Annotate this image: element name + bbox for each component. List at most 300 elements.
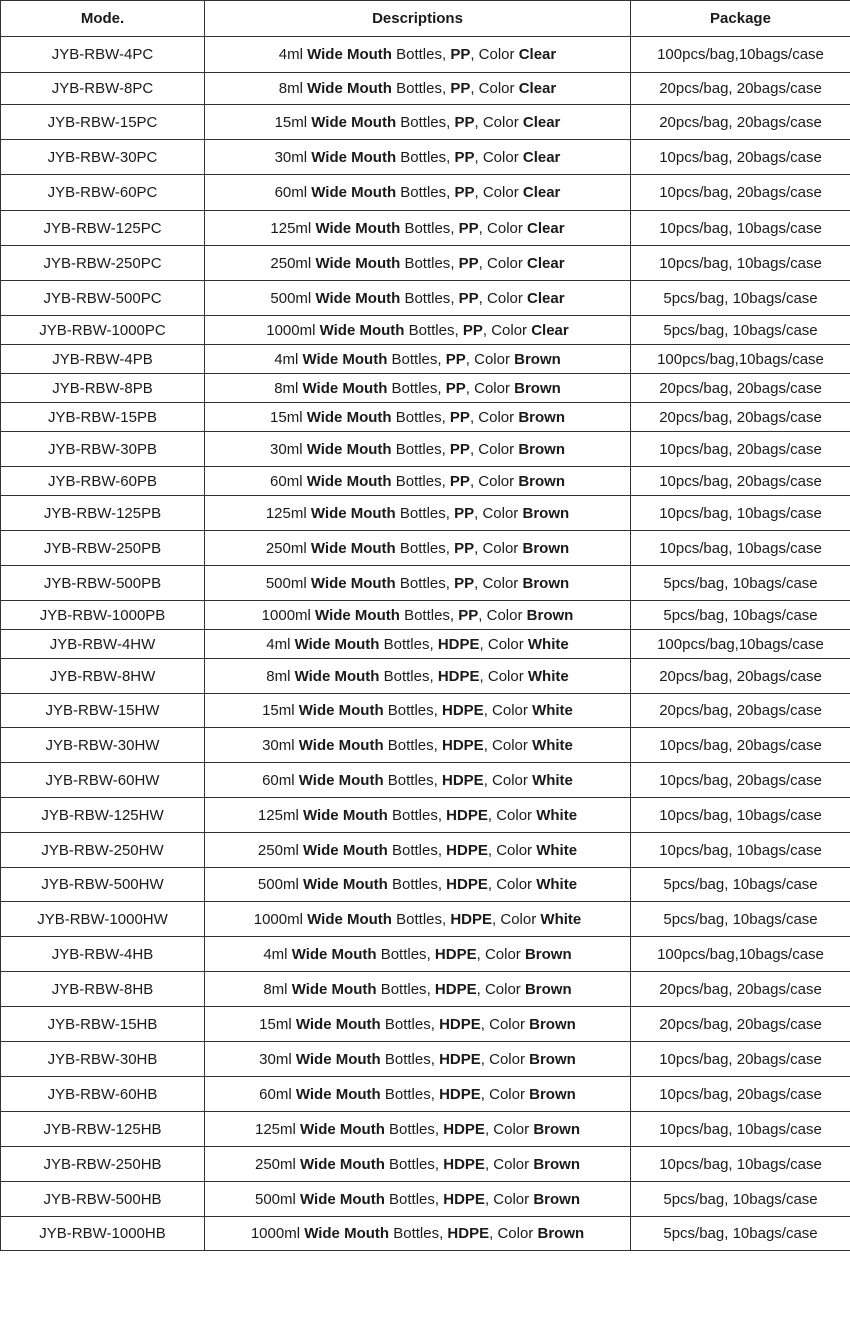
- cell-model: JYB-RBW-15HB: [1, 1007, 205, 1042]
- desc-mouth: Wide Mouth: [311, 184, 397, 201]
- cell-description: 1000ml Wide Mouth Bottles, PP, Color Brown: [205, 601, 631, 630]
- desc-bottles: Bottles: [387, 702, 434, 719]
- cell-model: JYB-RBW-15PC: [1, 105, 205, 140]
- desc-size: 250ml: [257, 841, 299, 859]
- desc-color: White: [527, 635, 569, 653]
- table-row: [1, 246, 850, 281]
- header-package: Package: [631, 1, 850, 37]
- cell-description: 30ml Wide Mouth Bottles, PP, Color Brown: [205, 432, 631, 467]
- table-row: [1, 73, 850, 105]
- desc-size: 60ml: [270, 472, 303, 490]
- desc-material: HDPE: [442, 702, 484, 719]
- desc-bottles: Bottles: [395, 440, 442, 458]
- desc-mouth: Wide Mouth: [307, 46, 392, 63]
- desc-material: PP: [458, 254, 479, 272]
- table-row: [1, 316, 850, 345]
- desc-material: PP: [462, 321, 483, 339]
- desc-material: PP: [449, 440, 470, 458]
- desc-size: 500ml: [270, 289, 312, 307]
- cell-package: 5pcs/bag, 10bags/case: [631, 1217, 850, 1251]
- desc-mouth: Wide Mouth: [319, 321, 405, 339]
- desc-color-label: Color: [482, 539, 519, 557]
- cell-description: 1000ml Wide Mouth Bottles, HDPE, Color Brown: [205, 1217, 631, 1251]
- desc-bottles: Bottles: [393, 1225, 440, 1242]
- desc-size: 125ml: [270, 219, 312, 237]
- desc-material: HDPE: [439, 1015, 481, 1033]
- desc-size: 60ml: [274, 184, 308, 201]
- cell-model: JYB-RBW-8PB: [1, 374, 205, 403]
- desc-color-label: Color: [484, 945, 521, 963]
- desc-size: 4ml: [263, 945, 288, 963]
- desc-color: Clear: [522, 113, 561, 131]
- desc-color-label: Color: [482, 148, 519, 166]
- cell-description: 4ml Wide Mouth Bottles, HDPE, Color White: [205, 630, 631, 659]
- desc-size: 15ml: [270, 408, 303, 426]
- desc-color: White: [536, 841, 578, 859]
- cell-model: JYB-RBW-1000HB: [1, 1217, 205, 1251]
- header-model: Mode.: [1, 1, 205, 37]
- table-row: [1, 1217, 850, 1251]
- desc-material: PP: [454, 113, 475, 131]
- desc-color: Brown: [522, 539, 570, 557]
- desc-color: Clear: [531, 321, 569, 339]
- desc-color: Brown: [518, 440, 565, 458]
- desc-material: HDPE: [439, 1085, 481, 1103]
- desc-bottles: Bottles: [399, 504, 446, 522]
- desc-size: 500ml: [257, 876, 299, 893]
- table-row: [1, 798, 850, 833]
- desc-mouth: Wide Mouth: [291, 980, 377, 998]
- cell-package: 5pcs/bag, 10bags/case: [631, 316, 850, 345]
- desc-color-label: Color: [491, 321, 528, 339]
- desc-material: HDPE: [434, 980, 477, 998]
- desc-material: HDPE: [442, 771, 484, 789]
- table-row: [1, 972, 850, 1007]
- cell-description: 500ml Wide Mouth Bottles, HDPE, Color Brown: [205, 1182, 631, 1217]
- desc-bottles: Bottles: [396, 46, 442, 63]
- cell-package: 20pcs/bag, 20bags/case: [631, 1007, 850, 1042]
- cell-package: 20pcs/bag, 20bags/case: [631, 694, 850, 728]
- desc-size: 125ml: [255, 1120, 296, 1138]
- cell-description: 4ml Wide Mouth Bottles, PP, Color Brown: [205, 345, 631, 374]
- cell-model: JYB-RBW-4HW: [1, 630, 205, 659]
- desc-mouth: Wide Mouth: [311, 113, 397, 131]
- desc-color-label: Color: [478, 472, 515, 490]
- desc-color-label: Color: [492, 736, 528, 754]
- cell-description: 8ml Wide Mouth Bottles, PP, Color Clear: [205, 73, 631, 105]
- cell-package: 100pcs/bag,10bags/case: [631, 630, 850, 659]
- desc-material: HDPE: [442, 736, 484, 754]
- table-row: [1, 868, 850, 902]
- table-row: [1, 403, 850, 432]
- desc-color: Clear: [527, 289, 565, 307]
- desc-material: PP: [445, 379, 466, 397]
- desc-color: Brown: [518, 472, 565, 490]
- desc-bottles: Bottles: [383, 635, 430, 653]
- desc-color: Clear: [518, 80, 557, 97]
- desc-color-label: Color: [484, 980, 521, 998]
- desc-color: White: [536, 876, 578, 893]
- table-row: [1, 763, 850, 798]
- cell-description: 8ml Wide Mouth Bottles, HDPE, Color Brown: [205, 972, 631, 1007]
- table-row: [1, 1147, 850, 1182]
- desc-mouth: Wide Mouth: [306, 408, 392, 426]
- desc-color-label: Color: [482, 574, 519, 592]
- desc-size: 125ml: [265, 504, 307, 522]
- cell-model: JYB-RBW-8PC: [1, 73, 205, 105]
- cell-package: 10pcs/bag, 10bags/case: [631, 833, 850, 868]
- cell-model: JYB-RBW-30PB: [1, 432, 205, 467]
- desc-material: PP: [454, 574, 475, 592]
- cell-package: 10pcs/bag, 10bags/case: [631, 798, 850, 833]
- table-row: [1, 659, 850, 694]
- desc-color: Brown: [522, 574, 570, 592]
- desc-mouth: Wide Mouth: [300, 1120, 385, 1138]
- cell-model: JYB-RBW-60HB: [1, 1077, 205, 1112]
- desc-size: 8ml: [274, 379, 299, 397]
- table-row: [1, 105, 850, 140]
- table-row: [1, 630, 850, 659]
- cell-description: 30ml Wide Mouth Bottles, HDPE, Color White: [205, 728, 631, 763]
- desc-color: White: [540, 910, 582, 928]
- desc-material: HDPE: [450, 910, 493, 928]
- desc-size: 4ml: [274, 350, 299, 368]
- desc-color: Clear: [527, 254, 565, 272]
- desc-bottles: Bottles: [400, 184, 447, 201]
- cell-package: 5pcs/bag, 10bags/case: [631, 1182, 850, 1217]
- cell-model: JYB-RBW-250PC: [1, 246, 205, 281]
- desc-bottles: Bottles: [383, 667, 430, 685]
- desc-material: PP: [454, 184, 475, 201]
- desc-bottles: Bottles: [389, 1155, 435, 1173]
- desc-bottles: Bottles: [384, 1050, 431, 1068]
- cell-package: 20pcs/bag, 20bags/case: [631, 403, 850, 432]
- table-row: [1, 833, 850, 868]
- desc-color: Clear: [527, 219, 565, 237]
- cell-description: 30ml Wide Mouth Bottles, HDPE, Color Brown: [205, 1042, 631, 1077]
- desc-material: HDPE: [447, 1225, 490, 1242]
- cell-package: 10pcs/bag, 10bags/case: [631, 1112, 850, 1147]
- desc-size: 30ml: [259, 1050, 292, 1068]
- desc-size: 4ml: [278, 46, 303, 63]
- desc-bottles: Bottles: [400, 113, 447, 131]
- desc-size: 250ml: [265, 539, 307, 557]
- table-row: [1, 1007, 850, 1042]
- desc-mouth: Wide Mouth: [298, 702, 384, 719]
- cell-description: 125ml Wide Mouth Bottles, PP, Color Brown: [205, 496, 631, 531]
- desc-bottles: Bottles: [391, 876, 438, 893]
- cell-model: JYB-RBW-125PC: [1, 211, 205, 246]
- desc-bottles: Bottles: [408, 321, 455, 339]
- cell-package: 10pcs/bag, 20bags/case: [631, 763, 850, 798]
- desc-size: 500ml: [265, 574, 307, 592]
- desc-material: PP: [450, 46, 471, 63]
- cell-description: 1000ml Wide Mouth Bottles, PP, Color Clear: [205, 316, 631, 345]
- table-row: [1, 531, 850, 566]
- desc-material: HDPE: [443, 1120, 485, 1138]
- desc-mouth: Wide Mouth: [315, 219, 401, 237]
- cell-package: 20pcs/bag, 20bags/case: [631, 73, 850, 105]
- cell-model: JYB-RBW-4HB: [1, 937, 205, 972]
- desc-bottles: Bottles: [404, 289, 451, 307]
- desc-size: 250ml: [270, 254, 312, 272]
- desc-mouth: Wide Mouth: [307, 910, 392, 928]
- desc-mouth: Wide Mouth: [302, 876, 388, 893]
- cell-package: 10pcs/bag, 20bags/case: [631, 432, 850, 467]
- table-row: [1, 937, 850, 972]
- desc-color-label: Color: [496, 876, 533, 893]
- desc-color-label: Color: [482, 113, 519, 131]
- desc-mouth: Wide Mouth: [302, 806, 388, 824]
- desc-size: 125ml: [257, 806, 299, 824]
- desc-mouth: Wide Mouth: [306, 440, 392, 458]
- cell-package: 5pcs/bag, 10bags/case: [631, 902, 850, 937]
- desc-mouth: Wide Mouth: [302, 379, 388, 397]
- desc-material: HDPE: [446, 841, 488, 859]
- desc-color-label: Color: [474, 350, 510, 368]
- desc-mouth: Wide Mouth: [306, 472, 392, 490]
- desc-bottles: Bottles: [389, 1120, 435, 1138]
- desc-material: HDPE: [437, 635, 480, 653]
- desc-mouth: Wide Mouth: [295, 1015, 381, 1033]
- desc-mouth: Wide Mouth: [310, 539, 396, 557]
- cell-description: 125ml Wide Mouth Bottles, HDPE, Color White: [205, 798, 631, 833]
- desc-color-label: Color: [487, 254, 523, 272]
- desc-mouth: Wide Mouth: [291, 945, 377, 963]
- cell-description: 250ml Wide Mouth Bottles, HDPE, Color Brown: [205, 1147, 631, 1182]
- desc-material: PP: [449, 408, 470, 426]
- desc-material: HDPE: [439, 1050, 481, 1068]
- cell-model: JYB-RBW-250PB: [1, 531, 205, 566]
- cell-description: 15ml Wide Mouth Bottles, HDPE, Color White: [205, 694, 631, 728]
- cell-description: 500ml Wide Mouth Bottles, PP, Color Clear: [205, 281, 631, 316]
- cell-model: JYB-RBW-1000PC: [1, 316, 205, 345]
- cell-model: JYB-RBW-1000HW: [1, 902, 205, 937]
- desc-material: HDPE: [446, 876, 488, 893]
- desc-color: Brown: [533, 1155, 580, 1173]
- table-row: [1, 140, 850, 175]
- table-row: [1, 1042, 850, 1077]
- desc-color: Clear: [518, 46, 557, 63]
- cell-description: 250ml Wide Mouth Bottles, PP, Color Clear: [205, 246, 631, 281]
- table-row: [1, 496, 850, 531]
- cell-model: JYB-RBW-125HB: [1, 1112, 205, 1147]
- desc-color-label: Color: [487, 635, 524, 653]
- table-row: [1, 1112, 850, 1147]
- desc-color-label: Color: [493, 1120, 530, 1138]
- desc-mouth: Wide Mouth: [311, 148, 397, 166]
- desc-bottles: Bottles: [395, 408, 442, 426]
- desc-material: PP: [454, 504, 475, 522]
- cell-model: JYB-RBW-250HB: [1, 1147, 205, 1182]
- desc-size: 8ml: [278, 80, 303, 97]
- cell-package: 10pcs/bag, 10bags/case: [631, 1147, 850, 1182]
- desc-mouth: Wide Mouth: [298, 736, 384, 754]
- desc-mouth: Wide Mouth: [302, 841, 388, 859]
- desc-material: PP: [445, 350, 466, 368]
- desc-bottles: Bottles: [391, 350, 438, 368]
- cell-description: 30ml Wide Mouth Bottles, PP, Color Clear: [205, 140, 631, 175]
- cell-package: 100pcs/bag,10bags/case: [631, 37, 850, 73]
- cell-model: JYB-RBW-8HB: [1, 972, 205, 1007]
- cell-description: 1000ml Wide Mouth Bottles, HDPE, Color White: [205, 902, 631, 937]
- desc-color: White: [536, 806, 578, 824]
- desc-color: Brown: [514, 350, 561, 368]
- desc-mouth: Wide Mouth: [302, 350, 388, 368]
- table-row: [1, 467, 850, 496]
- cell-model: JYB-RBW-250HW: [1, 833, 205, 868]
- desc-color-label: Color: [496, 841, 533, 859]
- desc-color: Brown: [533, 1120, 580, 1138]
- desc-color-label: Color: [478, 408, 515, 426]
- desc-color-label: Color: [496, 806, 533, 824]
- desc-material: PP: [450, 80, 471, 97]
- cell-model: JYB-RBW-125PB: [1, 496, 205, 531]
- desc-bottles: Bottles: [389, 1190, 435, 1208]
- desc-size: 60ml: [262, 771, 295, 789]
- cell-package: 20pcs/bag, 20bags/case: [631, 374, 850, 403]
- desc-color-label: Color: [500, 910, 537, 928]
- header-row: [1, 1, 850, 37]
- desc-material: HDPE: [446, 806, 488, 824]
- desc-mouth: Wide Mouth: [310, 504, 396, 522]
- desc-size: 60ml: [259, 1085, 292, 1103]
- header-descriptions: Descriptions: [205, 1, 631, 37]
- desc-mouth: Wide Mouth: [304, 1225, 390, 1242]
- desc-color: Brown: [533, 1190, 580, 1208]
- desc-size: 250ml: [255, 1155, 296, 1173]
- desc-color: Clear: [522, 148, 561, 166]
- cell-model: JYB-RBW-500PB: [1, 566, 205, 601]
- cell-model: JYB-RBW-15HW: [1, 694, 205, 728]
- desc-mouth: Wide Mouth: [294, 667, 380, 685]
- desc-mouth: Wide Mouth: [315, 254, 401, 272]
- cell-package: 10pcs/bag, 20bags/case: [631, 1077, 850, 1112]
- desc-mouth: Wide Mouth: [298, 771, 384, 789]
- desc-bottles: Bottles: [391, 379, 438, 397]
- desc-size: 4ml: [266, 635, 291, 653]
- desc-bottles: Bottles: [391, 841, 438, 859]
- desc-bottles: Bottles: [404, 219, 451, 237]
- cell-package: 20pcs/bag, 20bags/case: [631, 105, 850, 140]
- cell-description: 15ml Wide Mouth Bottles, PP, Color Clear: [205, 105, 631, 140]
- desc-mouth: Wide Mouth: [294, 635, 380, 653]
- cell-model: JYB-RBW-500HB: [1, 1182, 205, 1217]
- desc-color-label: Color: [482, 504, 519, 522]
- desc-bottles: Bottles: [387, 771, 434, 789]
- desc-bottles: Bottles: [399, 539, 446, 557]
- cell-package: 10pcs/bag, 20bags/case: [631, 728, 850, 763]
- desc-material: HDPE: [443, 1190, 485, 1208]
- desc-material: HDPE: [434, 945, 477, 963]
- desc-color: Brown: [518, 408, 565, 426]
- cell-package: 10pcs/bag, 10bags/case: [631, 246, 850, 281]
- desc-color: Brown: [537, 1225, 585, 1242]
- cell-description: 500ml Wide Mouth Bottles, HDPE, Color White: [205, 868, 631, 902]
- cell-description: 4ml Wide Mouth Bottles, PP, Color Clear: [205, 37, 631, 73]
- desc-mouth: Wide Mouth: [300, 1155, 385, 1173]
- cell-description: 60ml Wide Mouth Bottles, PP, Color Brown: [205, 467, 631, 496]
- cell-model: JYB-RBW-30PC: [1, 140, 205, 175]
- cell-package: 20pcs/bag, 20bags/case: [631, 972, 850, 1007]
- desc-color: Brown: [522, 504, 570, 522]
- desc-color: Brown: [526, 606, 574, 624]
- desc-mouth: Wide Mouth: [295, 1050, 381, 1068]
- cell-package: 5pcs/bag, 10bags/case: [631, 868, 850, 902]
- desc-size: 30ml: [274, 148, 308, 166]
- desc-color-label: Color: [486, 606, 523, 624]
- cell-model: JYB-RBW-30HB: [1, 1042, 205, 1077]
- desc-bottles: Bottles: [384, 1085, 431, 1103]
- cell-package: 5pcs/bag, 10bags/case: [631, 281, 850, 316]
- table-row: [1, 175, 850, 211]
- cell-package: 5pcs/bag, 10bags/case: [631, 566, 850, 601]
- desc-size: 15ml: [274, 113, 308, 131]
- cell-description: 125ml Wide Mouth Bottles, HDPE, Color Brown: [205, 1112, 631, 1147]
- cell-description: 500ml Wide Mouth Bottles, PP, Color Brown: [205, 566, 631, 601]
- desc-bottles: Bottles: [391, 806, 438, 824]
- desc-bottles: Bottles: [380, 945, 427, 963]
- desc-mouth: Wide Mouth: [300, 1190, 385, 1208]
- cell-package: 10pcs/bag, 10bags/case: [631, 211, 850, 246]
- table-row: [1, 211, 850, 246]
- table-row: [1, 902, 850, 937]
- desc-color-label: Color: [493, 1190, 530, 1208]
- desc-color: Brown: [529, 1050, 576, 1068]
- cell-model: JYB-RBW-60HW: [1, 763, 205, 798]
- desc-material: PP: [458, 606, 479, 624]
- desc-color-label: Color: [489, 1015, 525, 1033]
- cell-package: 10pcs/bag, 20bags/case: [631, 467, 850, 496]
- desc-size: 15ml: [262, 702, 295, 719]
- table-row: [1, 728, 850, 763]
- cell-description: 8ml Wide Mouth Bottles, PP, Color Brown: [205, 374, 631, 403]
- desc-bottles: Bottles: [395, 472, 442, 490]
- desc-size: 15ml: [259, 1015, 292, 1033]
- desc-size: 30ml: [262, 736, 295, 754]
- desc-color-label: Color: [489, 1085, 525, 1103]
- desc-color-label: Color: [474, 379, 510, 397]
- cell-model: JYB-RBW-8HW: [1, 659, 205, 694]
- desc-material: PP: [454, 148, 475, 166]
- cell-description: 250ml Wide Mouth Bottles, PP, Color Brown: [205, 531, 631, 566]
- table-row: [1, 281, 850, 316]
- desc-size: 8ml: [263, 980, 288, 998]
- desc-mouth: Wide Mouth: [295, 1085, 381, 1103]
- desc-bottles: Bottles: [396, 910, 442, 928]
- desc-mouth: Wide Mouth: [310, 574, 396, 592]
- table-row: [1, 566, 850, 601]
- desc-material: PP: [454, 539, 475, 557]
- desc-size: 1000ml: [253, 910, 303, 928]
- cell-description: 60ml Wide Mouth Bottles, PP, Color Clear: [205, 175, 631, 211]
- desc-bottles: Bottles: [387, 736, 434, 754]
- desc-color-label: Color: [497, 1225, 534, 1242]
- desc-mouth: Wide Mouth: [315, 606, 400, 624]
- desc-size: 500ml: [255, 1190, 296, 1208]
- cell-package: 100pcs/bag,10bags/case: [631, 345, 850, 374]
- cell-package: 10pcs/bag, 10bags/case: [631, 496, 850, 531]
- table-row: [1, 601, 850, 630]
- cell-description: 250ml Wide Mouth Bottles, HDPE, Color White: [205, 833, 631, 868]
- cell-model: JYB-RBW-500PC: [1, 281, 205, 316]
- desc-size: 1000ml: [250, 1225, 301, 1242]
- cell-package: 10pcs/bag, 20bags/case: [631, 140, 850, 175]
- desc-bottles: Bottles: [380, 980, 427, 998]
- desc-bottles: Bottles: [404, 606, 450, 624]
- desc-size: 30ml: [270, 440, 303, 458]
- desc-color: Brown: [514, 379, 561, 397]
